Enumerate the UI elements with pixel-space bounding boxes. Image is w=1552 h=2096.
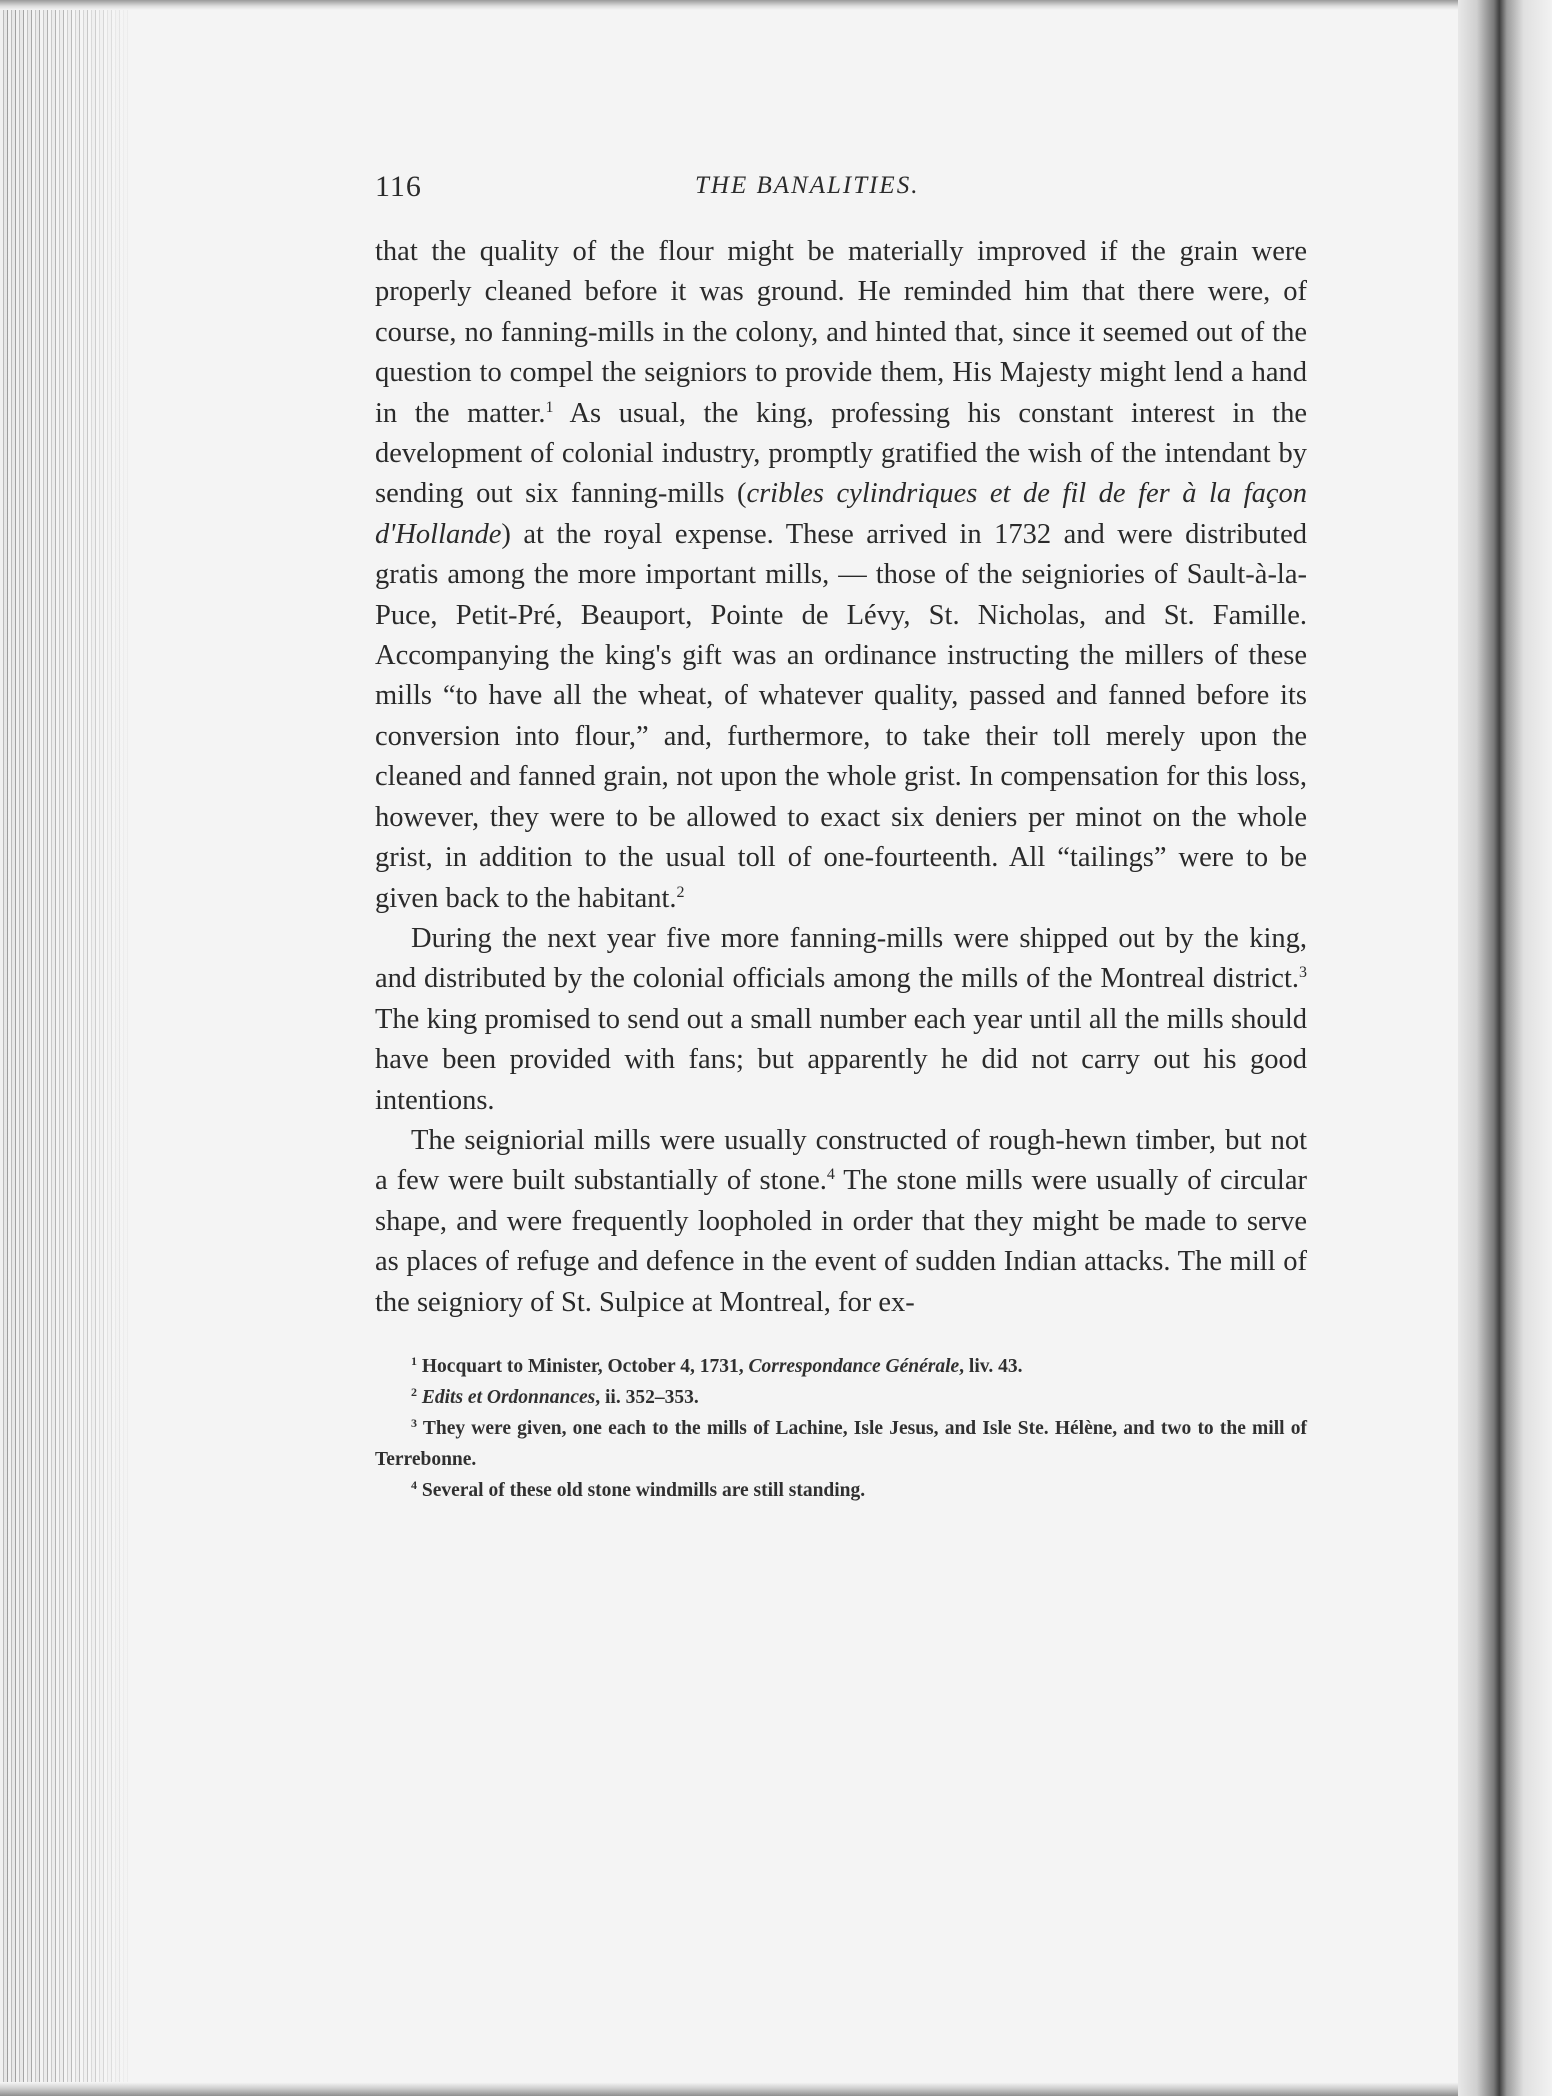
book-top-edge [0, 0, 1460, 10]
paragraph-1-text-c: ) at the royal expense. These arrived in 1732 and were distributed gratis among the more important mills, — those of the seigniories of Sault-à-la-Puce, Petit-Pré, Beauport, Pointe de Lévy, St. Nicholas, and St. Famille. Accompanying the king's gift was an ordinance instructing the millers of these mills “to have all the wheat, of whatever quality, passed and fanned before its conversion into flour,” and, furthermore, to take their toll merely upon the cleaned and fanned grain, not upon the whole grist. In compensation for this loss, however, they were to be allowed to exact six deniers per minot on the whole grist, in addition to the usual toll of one-fourteenth. All “tailings” were to be given back to the habitant. [375, 518, 1307, 914]
footnote-1-number: 1 [411, 1353, 417, 1368]
footnote-ref-3: 3 [1299, 964, 1307, 982]
running-title: THE BANALITIES. [695, 172, 920, 199]
footnote-ref-2: 2 [676, 883, 685, 901]
paragraph-1-text-b: As usual, the king, professing his constant interest in the development of colonial industry, promptly gratified the wish of the intendant by sending out six fanning-mills ( [375, 397, 1307, 510]
footnote-ref-1: 1 [545, 398, 554, 416]
paragraph-1 [375, 232, 1307, 919]
book-gutter [1458, 0, 1552, 2096]
page-number: 116 [375, 170, 422, 203]
footnote-4-number: 4 [411, 1477, 417, 1492]
running-head [375, 170, 1307, 222]
book-bottom-edge [0, 2082, 1460, 2096]
paragraph-3-text-a: The seigniorial mills were usually constructed of rough-hewn timber, but not a few were built substantially of stone. [375, 1124, 1307, 1197]
paragraph-3-text-b: The stone mills were usually of circular shape, and were frequently loopholed in order that they might be made to serve as places of refuge and defence in the event of sudden Indian attacks. The mill of the seigniory of St. Sulpice at Montreal, for ex- [375, 1165, 1307, 1318]
paragraph-1-text-a: that the quality of the flour might be materially improved if the grain were properly cleaned before it was ground. He reminded him that there were, of course, no fanning-mills in the colony, and hinted that, since it seemed out of the question to compel the seigniors to provide them, His Majesty might lend a hand in the matter. [375, 236, 1307, 429]
footnote-1-text-b: , liv. 43. [959, 1355, 1023, 1377]
paragraph-2-text-a: During the next year five more fanning-mills were shipped out by the king, and distributed by the colonial officials among the mills of the Montreal district. [375, 922, 1307, 995]
footnote-3-number: 3 [411, 1415, 417, 1430]
footnote-2-number: 2 [411, 1384, 417, 1399]
paragraph-2-text-b: The king promised to send out a small number each year until all the mills should have been provided with fans; but apparently he did not carry out his good intentions. [375, 1003, 1307, 1116]
paragraph-2 [375, 919, 1307, 1121]
footnote-1-text-a: Hocquart to Minister, October 4, 1731, [417, 1355, 749, 1377]
footnote-2-italic: Edits et Ordonnances [421, 1386, 596, 1408]
footnote-4 [375, 1475, 1307, 1506]
page-text-block [375, 170, 1307, 1506]
footnote-2 [375, 1382, 1307, 1413]
footnote-ref-4: 4 [826, 1166, 835, 1184]
footnote-2-text-b: , ii. 352–353. [595, 1386, 699, 1408]
footnote-3-text: They were given, one each to the mills of Lachine, Isle Jesus, and Isle Ste. Hélène, and two to the mill of Terrebonne. [375, 1417, 1307, 1470]
body-text [375, 232, 1307, 1323]
paragraph-1-italic-phrase: cribles cylindriques et de fil de fer à la façon d'Hollande [375, 478, 1307, 550]
footnote-1-italic: Correspondance Générale [748, 1355, 960, 1377]
book-page-stack-edge [0, 0, 128, 2096]
footnotes [375, 1351, 1307, 1506]
paragraph-3 [375, 1121, 1307, 1323]
footnote-3 [375, 1413, 1307, 1475]
footnote-1 [375, 1351, 1307, 1382]
footnote-4-text: Several of these old stone windmills are still standing. [417, 1479, 866, 1501]
